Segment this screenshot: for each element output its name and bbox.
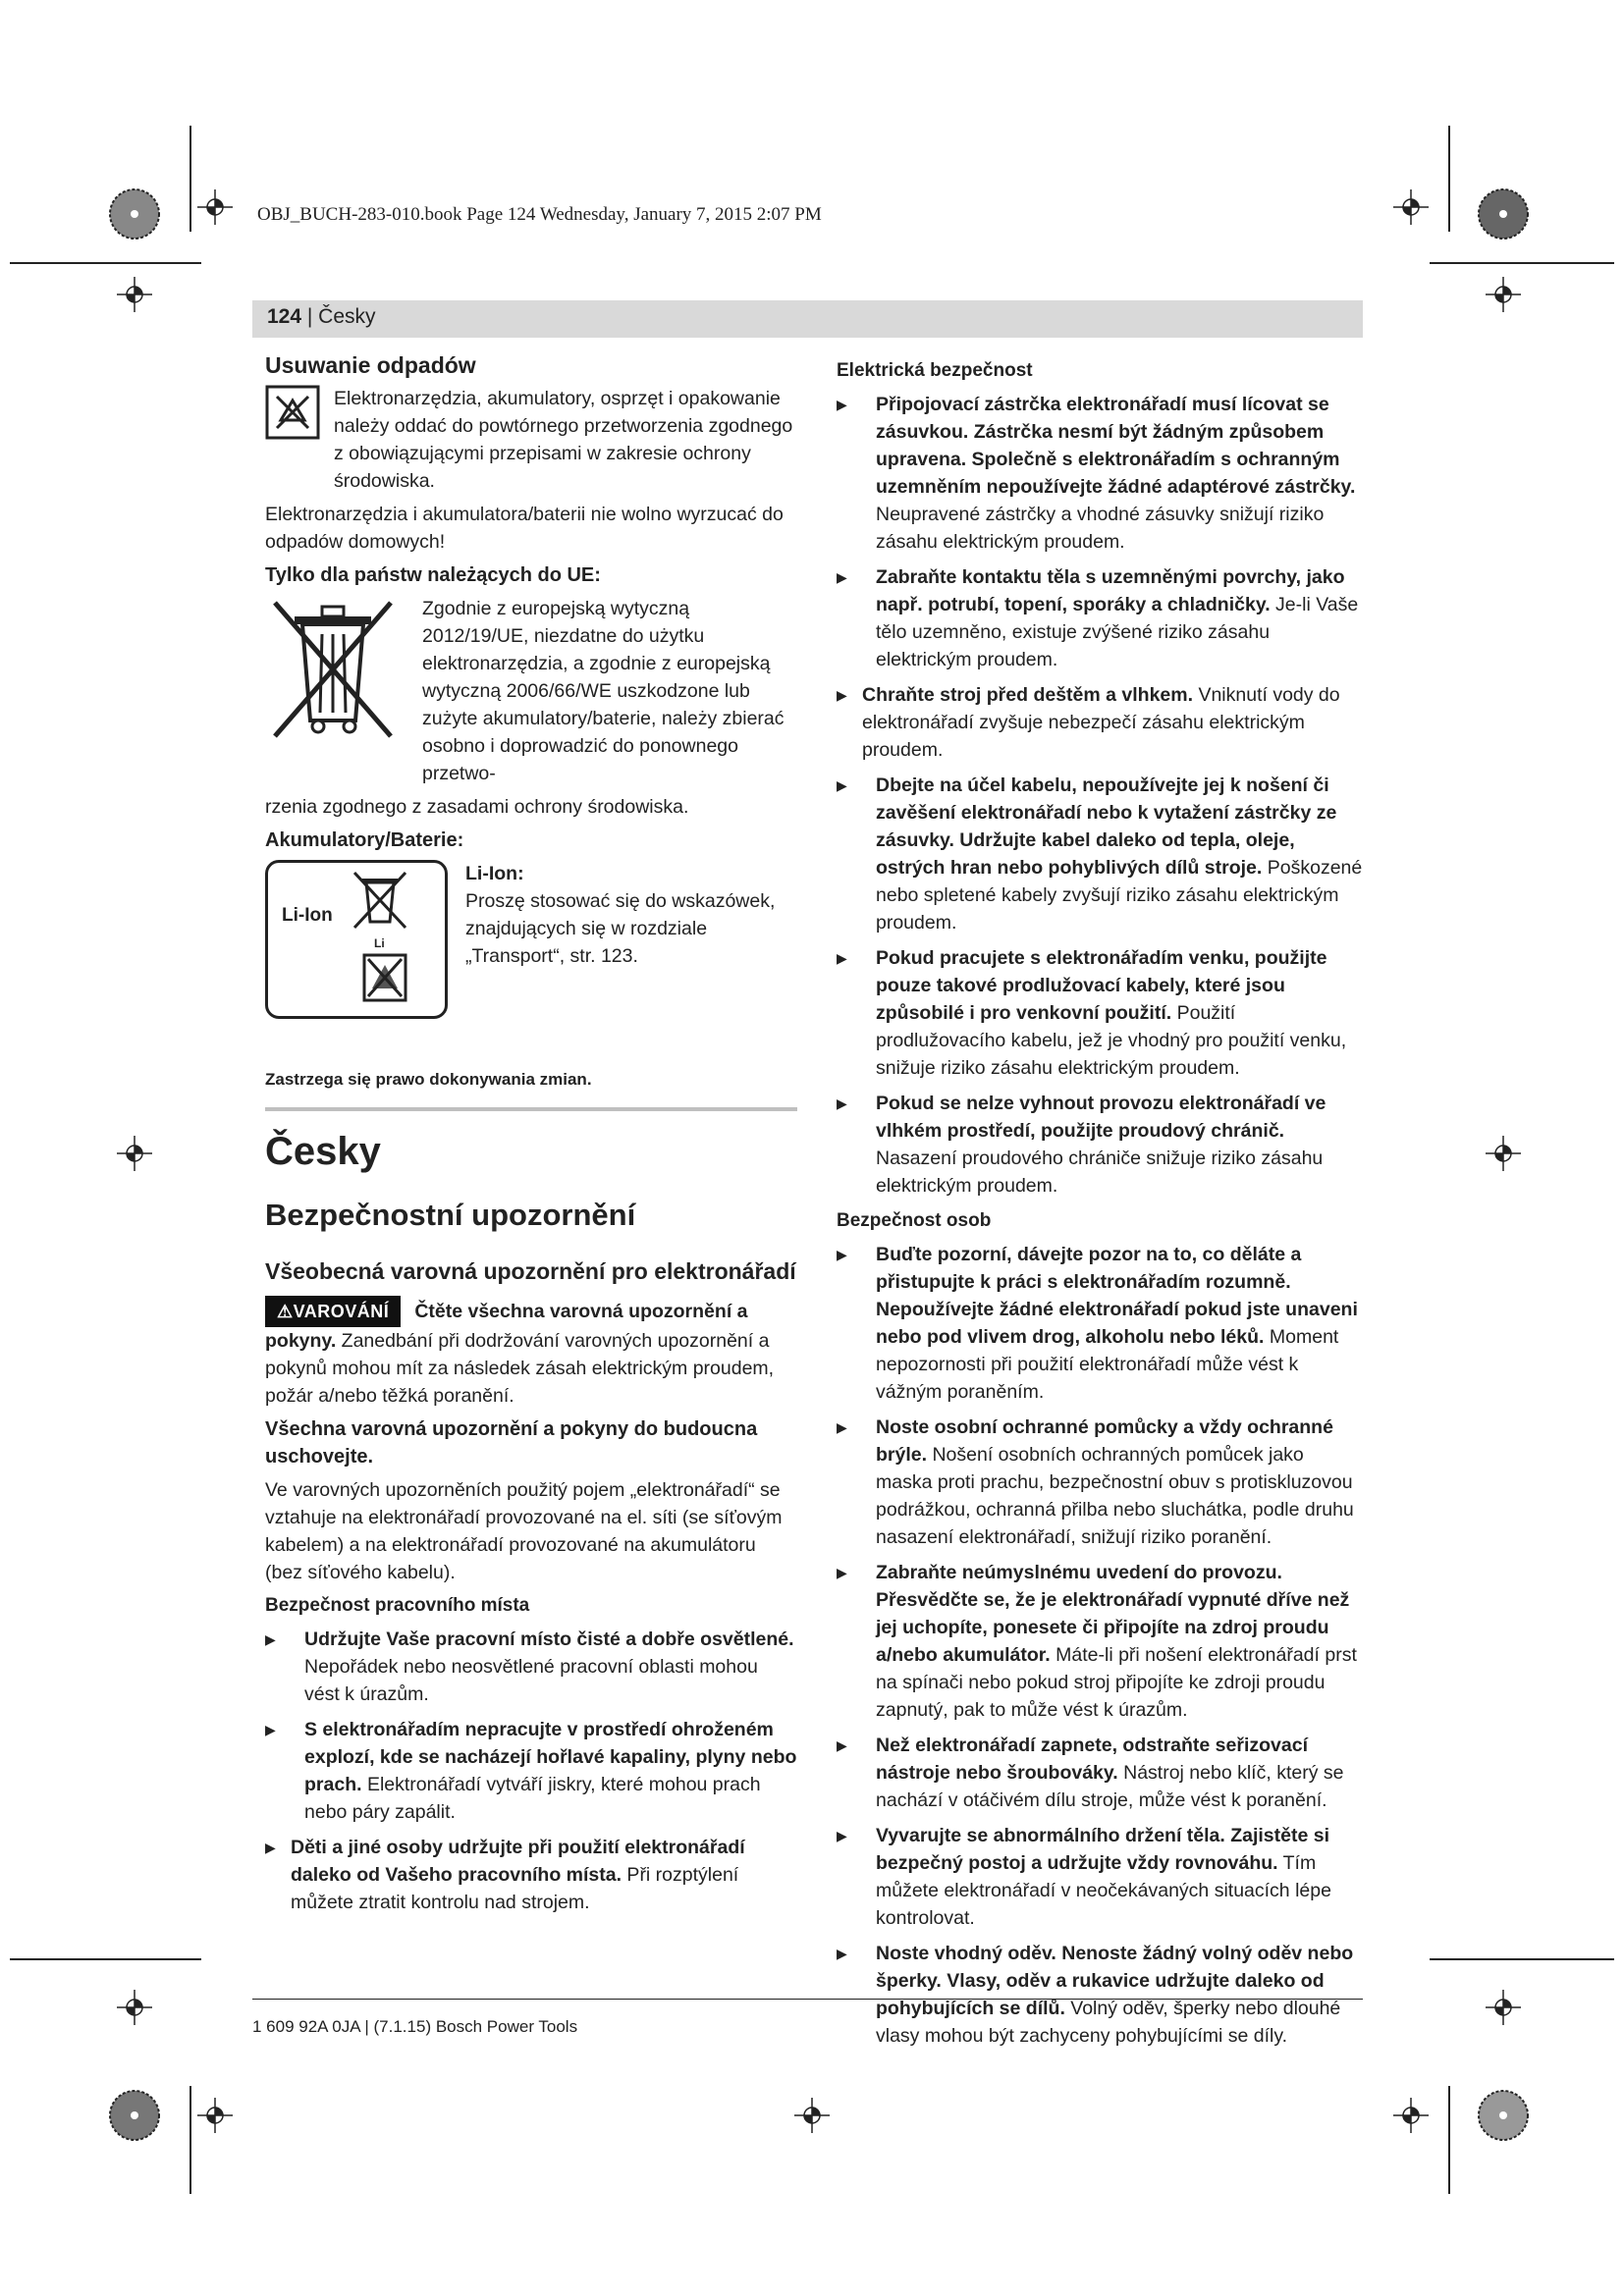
item-text: Nošení osobních ochranných pomůcek jako maska proti prachu, bezpečnostní obuv s protiskluzovou podrážkou, ochranná přilba nebo sluchátka, podle druhu nasazení elektronářadí, snižují riziko poranění. xyxy=(876,1444,1354,1548)
item-bold: Pokud pracujete s elektronářadím venku, použijte pouze takové prodlužovací kabely, které jsou způsobilé i pro venkovní použití. xyxy=(876,947,1327,1024)
disposal-paragraph: Elektronarzędzia i akumulatora/baterii nie wolno wyrzucać do odpadów domowych! xyxy=(265,504,784,553)
bullet-arrow-icon: ▶ xyxy=(837,687,847,703)
color-rosette-icon xyxy=(109,188,160,240)
li-label: Li xyxy=(374,936,385,950)
list-item xyxy=(837,1559,1365,1724)
book-tag: OBJ_BUCH-283-010.book Page 124 Wednesday, January 7, 2015 2:07 PM xyxy=(257,204,822,225)
recycle-symbol-icon xyxy=(362,953,407,1002)
bullet-arrow-icon: ▶ xyxy=(837,1095,847,1111)
registration-mark-icon xyxy=(1486,1990,1521,2025)
registration-mark-icon xyxy=(197,189,233,225)
item-bold: Chraňte stroj před deštěm a vlhkem. xyxy=(862,684,1194,706)
eu-text: Zgodnie z europejską wytyczną 2012/19/UE, niezdatne do użytku elektronarzędzia, a zgodnie z europejską wytyczną 2006/66/WE uszkodzone lub zużyte akumulatory/baterie, należy zbierać osobno i doprowadzić do ponownego przetwo- xyxy=(422,598,785,784)
recycle-symbol-icon xyxy=(265,385,320,440)
item-bold: Dbejte na účel kabelu, nepoužívejte jej k nošení či zavěšení elektronářadí nebo k vytažení zástrčky ze zásuvky. Udržujte kabel daleko od tepla, oleje, ostrých hran nebo pohyblivých dílů stroje. xyxy=(876,774,1337,879)
left-column-cz xyxy=(265,1115,797,1924)
item-bold: Vyvarujte se abnormálního držení těla. Zajistěte si bezpečný postoj a udržujte vždy rovnováhu. xyxy=(876,1825,1330,1874)
color-rosette-icon xyxy=(109,2090,160,2141)
list-item xyxy=(837,1414,1365,1551)
item-bold: Pokud se nelze vyhnout provozu elektronářadí ve vlhkém prostředí, použijte proudový chránič. xyxy=(876,1093,1326,1142)
bullet-arrow-icon: ▶ xyxy=(265,1840,276,1855)
crossed-bin-icon xyxy=(265,595,401,740)
warning-text: Zanedbání při dodržování varovných upozornění a pokynů mohou mít za následek zásah elektrickým proudem, požár a/nebo těžká poranění. xyxy=(265,1330,775,1407)
item-text: Máte-li při nošení elektronářadí prst na spínači nebo pokud stroj připojíte ke zdroji proudu zapnutý, pak to může vést k úrazům. xyxy=(876,1644,1357,1721)
registration-mark-icon xyxy=(117,1136,152,1171)
item-bold: Děti a jiné osoby udržujte při použití elektronářadí daleko od Vašeho pracovního místa. xyxy=(291,1837,745,1886)
list-item xyxy=(837,681,1365,764)
language-title: Česky xyxy=(265,1130,381,1173)
left-column xyxy=(265,351,797,1094)
item-text: Nasazení proudového chrániče snižuje riziko zásahu elektrickým proudem. xyxy=(876,1148,1324,1197)
bullet-arrow-icon: ▶ xyxy=(837,397,847,412)
list-item xyxy=(265,1626,797,1708)
item-bold: S elektronářadím nepracujte v prostředí ohroženém explozí, kde se nacházejí hořlavé kapaliny, plyny nebo prach. xyxy=(304,1719,797,1795)
crossed-bin-icon xyxy=(351,871,409,932)
bullet-arrow-icon: ▶ xyxy=(265,1722,276,1737)
list-item xyxy=(837,391,1365,556)
item-bold: Buďte pozorní, dávejte pozor na to, co děláte a přistupujte k práci s elektronářadím rozumně. Nepoužívejte žádné elektronářadí pokud jste unaveni nebo pod vlivem drog, alkoholu nebo léků. xyxy=(876,1244,1358,1348)
personal-title: Bezpečnost osob xyxy=(837,1210,992,1231)
right-column xyxy=(837,355,1365,2057)
registration-mark-icon xyxy=(1393,189,1429,225)
item-text: Poškozené nebo spletené kabely zvyšují riziko zásahu elektrickým proudem. xyxy=(876,857,1363,934)
header-separator: | xyxy=(301,305,319,328)
liion-heading: Li-Ion: xyxy=(465,863,524,884)
list-item xyxy=(837,1822,1365,1932)
general-warnings-title: Všeobecná varovná upozornění pro elektronářadí xyxy=(265,1258,796,1284)
registration-mark-icon xyxy=(117,277,152,312)
bullet-arrow-icon: ▶ xyxy=(265,1631,276,1647)
safety-title: Bezpečnostní upozornění xyxy=(265,1198,636,1232)
workplace-list xyxy=(265,1626,797,1916)
eu-title: Tylko dla państw należących do UE: xyxy=(265,564,601,586)
disposal-title: Usuwanie odpadów xyxy=(265,352,476,378)
registration-mark-icon xyxy=(1393,2098,1429,2133)
registration-mark-icon xyxy=(197,2098,233,2133)
eu-text-continued: rzenia zgodnego z zasadami ochrony środowiska. xyxy=(265,796,689,818)
item-bold: Připojovací zástrčka elektronářadí musí lícovat se zásuvkou. Zástrčka nesmí být žádným způsobem upravena. Společně s elektronářadím s ochranným uzemněním nepoužívejte žádné adaptérové zástrčky. xyxy=(876,394,1356,498)
header-language: Česky xyxy=(318,305,376,328)
electrical-list xyxy=(837,391,1365,1200)
page-header-bar xyxy=(252,300,1363,338)
bullet-arrow-icon: ▶ xyxy=(837,1946,847,1961)
item-text: Moment nepozornosti při použití elektronářadí může vést k vážným poraněním. xyxy=(876,1326,1339,1403)
bullet-arrow-icon: ▶ xyxy=(837,1565,847,1580)
bullet-arrow-icon: ▶ xyxy=(837,569,847,585)
item-text: Neupravené zástrčky a vhodné zásuvky snižují riziko zásahu elektrickým proudem. xyxy=(876,504,1325,553)
registration-mark-icon xyxy=(794,2098,830,2133)
registration-mark-icon xyxy=(1486,277,1521,312)
item-text: Nepořádek nebo neosvětlené pracovní oblasti mohou vést k úrazům. xyxy=(304,1656,758,1705)
warning-badge: ⚠VAROVÁNÍ xyxy=(265,1296,401,1327)
keep-instructions: Všechna varovná upozornění a pokyny do budoucna uschovejte. xyxy=(265,1418,758,1468)
item-bold: Noste osobní ochranné pomůcky a vždy ochranné brýle. xyxy=(876,1416,1333,1466)
list-item xyxy=(837,1732,1365,1814)
page-number: 124 xyxy=(267,305,302,328)
item-text: Volný oděv, šperky nebo dlouhé vlasy mohou být zachyceny pohybujícími se díly. xyxy=(876,1998,1341,2047)
liion-label: Li-Ion xyxy=(282,905,333,926)
list-item xyxy=(837,1241,1365,1406)
list-item xyxy=(837,563,1365,673)
list-item xyxy=(837,1090,1365,1200)
item-text: Použití prodlužovacího kabelu, jež je vhodný pro použití venku, snižuje riziko zásahu elektrickým proudem. xyxy=(876,1002,1347,1079)
section-divider xyxy=(265,1107,797,1111)
item-text: Tím můžete elektronářadí v neočekávaných situacích lépe kontrolovat. xyxy=(876,1852,1331,1929)
list-item xyxy=(837,1940,1365,2050)
bullet-arrow-icon: ▶ xyxy=(837,950,847,966)
warning-bold: Čtěte všechna varovná upozornění a pokyny. xyxy=(265,1301,748,1352)
list-item xyxy=(265,1834,797,1916)
term-definition: Ve varovných upozorněních použitý pojem „elektronářadí“ se vztahuje na elektronářadí provozované na el. síti (se síťovým kabelem) a na elektronářadí provozované na akumulátoru (bez síťového kabelu). xyxy=(265,1479,783,1583)
color-rosette-icon xyxy=(1478,188,1529,240)
liion-text: Proszę stosować się do wskazówek, znajdujących się w rozdziale „Transport“, str. 123. xyxy=(465,890,776,967)
liion-battery-panel xyxy=(265,860,448,1019)
page-footer: 1 609 92A 0JA | (7.1.15) Bosch Power Tools xyxy=(252,2017,578,2036)
disposal-icon-text: Elektronarzędzia, akumulatory, osprzęt i opakowanie należy oddać do powtórnego przetworzenia zgodnego z obowiązującymi przepisami w zakresie ochrony środowiska. xyxy=(334,388,793,492)
list-item xyxy=(265,1716,797,1826)
bullet-arrow-icon: ▶ xyxy=(837,777,847,793)
bullet-arrow-icon: ▶ xyxy=(837,1247,847,1262)
bullet-arrow-icon: ▶ xyxy=(837,1828,847,1843)
electrical-title: Elektrická bezpečnost xyxy=(837,360,1033,381)
item-text: Při rozptýlení můžete ztratit kontrolu nad strojem. xyxy=(291,1864,739,1913)
changes-note: Zastrzega się prawo dokonywania zmian. xyxy=(265,1070,592,1089)
item-bold: Zabraňte kontaktu těla s uzemněnými povrchy, jako např. potrubí, topení, sporáky a chladničky. xyxy=(876,566,1345,615)
color-rosette-icon xyxy=(1478,2090,1529,2141)
item-text: Je-li Vaše tělo uzemněno, existuje zvýšené riziko zásahu elektrickým proudem. xyxy=(876,594,1359,670)
page-header xyxy=(267,305,376,329)
footer-rule xyxy=(252,1999,1363,2000)
personal-list xyxy=(837,1241,1365,2050)
item-bold: Udržujte Vaše pracovní místo čisté a dobře osvětlené. xyxy=(304,1629,794,1650)
registration-mark-icon xyxy=(117,1990,152,2025)
bullet-arrow-icon: ▶ xyxy=(837,1419,847,1435)
item-bold: Než elektronářadí zapnete, odstraňte seřizovací nástroje nebo šroubováky. xyxy=(876,1735,1308,1784)
registration-mark-icon xyxy=(1486,1136,1521,1171)
workplace-title: Bezpečnost pracovního místa xyxy=(265,1595,530,1616)
item-text: Nástroj nebo klíč, který se nachází v otáčivém dílu stroje, může vést k poranění. xyxy=(876,1762,1344,1811)
list-item xyxy=(837,944,1365,1082)
bullet-arrow-icon: ▶ xyxy=(837,1737,847,1753)
battery-title: Akumulatory/Baterie: xyxy=(265,829,464,851)
list-item xyxy=(837,772,1365,936)
item-text: Vniknutí vody do elektronářadí zvyšuje nebezpečí zásahu elektrickým proudem. xyxy=(862,684,1340,761)
item-bold: Zabraňte neúmyslnému uvedení do provozu. Přesvědčte se, že je elektronářadí vypnuté dříve než jej uchopíte, ponesete či připojíte na zdroj proudu a/nebo akumulátor. xyxy=(876,1562,1350,1666)
item-text: Elektronářadí vytváří jiskry, které mohou prach nebo páry zapálit. xyxy=(304,1774,761,1823)
item-bold: Noste vhodný oděv. Nenoste žádný volný oděv nebo šperky. Vlasy, oděv a rukavice udržujte daleko od pohybujících se dílů. xyxy=(876,1943,1354,2019)
